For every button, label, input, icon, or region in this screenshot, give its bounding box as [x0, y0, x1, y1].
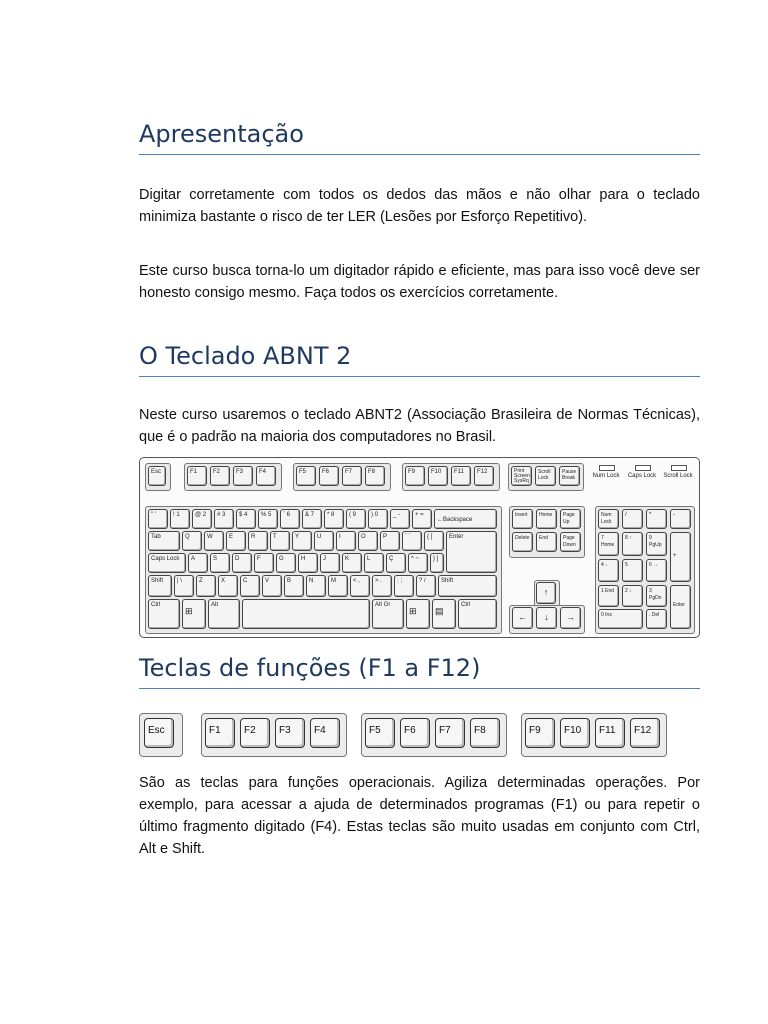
- arrow-down-icon: ↓: [536, 607, 557, 629]
- key-acute: ` ´: [402, 531, 422, 551]
- key-f3: F3: [233, 466, 253, 486]
- key-4: $ 4: [236, 509, 256, 529]
- key-d: D: [232, 553, 252, 573]
- arrow-right-icon: →: [560, 607, 581, 629]
- key-r: R: [248, 531, 268, 551]
- fkey-f10: F10: [560, 718, 590, 748]
- key-numpad-del: . Del: [646, 609, 667, 629]
- key-f2: F2: [210, 466, 230, 486]
- key-f9: F9: [405, 466, 425, 486]
- key-tab: Tab: [148, 531, 180, 551]
- key-f11: F11: [451, 466, 471, 486]
- key-f8: F8: [365, 466, 385, 486]
- fkey-f8: F8: [470, 718, 500, 748]
- key-backspace: ←Backspace: [434, 509, 497, 529]
- key-w: W: [204, 531, 224, 551]
- key-scroll-lock: Scroll Lock: [535, 466, 556, 486]
- num-lock-led: [599, 465, 615, 471]
- fkey-f3: F3: [275, 718, 305, 748]
- arrow-left-icon: ←: [512, 607, 533, 629]
- key-alt-gr: Alt Gr: [372, 599, 404, 629]
- paragraph-ler: [139, 184, 700, 228]
- key-i: I: [336, 531, 356, 551]
- fkey-f6: F6: [400, 718, 430, 748]
- paragraph-text: São as teclas para funções operacionais. Agiliza determinadas operações. Por exemplo, para acessar a ajuda de determinados programas (F1) ou para repetir o último fragmento digitado (F4). Estas teclas são muito usadas em conjunto com Ctrl, Alt e Shift.: [139, 775, 700, 857]
- key-v: V: [262, 575, 282, 597]
- key-y: Y: [292, 531, 312, 551]
- function-keys-illustration: [139, 713, 669, 757]
- key-numpad-minus: -: [670, 509, 691, 529]
- key-0: ) 0: [368, 509, 388, 529]
- key-numpad-plus: +: [670, 532, 691, 582]
- heading-teclas-funcoes: Teclas de funções (F1 a F12): [139, 654, 700, 689]
- key-h: H: [298, 553, 318, 573]
- key-u: U: [314, 531, 334, 551]
- scroll-lock-led-label: Scroll Lock: [663, 473, 693, 479]
- key-f5: F5: [296, 466, 316, 486]
- key-numpad-4: 4 ←: [598, 559, 619, 582]
- key-x: X: [218, 575, 238, 597]
- key-bracket-right: } ]: [430, 553, 444, 573]
- paragraph-text: Este curso busca torna-lo um digitador rápido e eficiente, mas para isso você deve ser honesto consigo mesmo. Faça todos os exercícios corretamente.: [139, 263, 700, 301]
- heading-apresentacao: Apresentação: [139, 120, 700, 155]
- key-shift-left: Shift: [148, 575, 172, 597]
- key-m: M: [328, 575, 348, 597]
- key-numpad-enter: Enter: [670, 585, 691, 629]
- key-f1: F1: [187, 466, 207, 486]
- key-esc: Esc: [148, 466, 166, 486]
- key-num-lock: Num Lock: [598, 509, 619, 529]
- key-e: E: [226, 531, 246, 551]
- key-page-up: Page Up: [560, 509, 581, 529]
- fkey-f7: F7: [435, 718, 465, 748]
- scroll-lock-led: [671, 465, 687, 471]
- key-delete: Delete: [512, 532, 533, 552]
- section-heading-teclado: [139, 342, 700, 377]
- key-backslash: | \: [174, 575, 194, 597]
- key-minus: _ -: [390, 509, 410, 529]
- key-p: P: [380, 531, 400, 551]
- key-numpad-2: 2 ↓: [622, 585, 643, 607]
- key-8: * 8: [324, 509, 344, 529]
- paragraph-text: Digitar corretamente com todos os dedos das mãos e não olhar para o teclado minimiza bastante o risco de ter LER (Lesões por Esforço Repetitivo).: [139, 187, 700, 225]
- key-end: End: [536, 532, 557, 552]
- section-heading-apresentacao: [139, 120, 700, 155]
- key-insert: Insert: [512, 509, 533, 529]
- fkey-f2: F2: [240, 718, 270, 748]
- fkey-f9: F9: [525, 718, 555, 748]
- key-s: S: [210, 553, 230, 573]
- key-numpad-9: 9 PgUp: [646, 532, 667, 556]
- fkey-f12: F12: [630, 718, 660, 748]
- fkey-f4: F4: [310, 718, 340, 748]
- key-alt: Alt: [208, 599, 240, 629]
- key-semicolon: : ;: [394, 575, 414, 597]
- key-slash: ? /: [416, 575, 436, 597]
- section-heading-funcoes: [139, 654, 700, 689]
- fkey-f11: F11: [595, 718, 625, 748]
- key-9: ( 9: [346, 509, 366, 529]
- fkey-f5: F5: [365, 718, 395, 748]
- paragraph-abnt2: [139, 404, 700, 448]
- key-equals: + =: [412, 509, 432, 529]
- key-z: Z: [196, 575, 216, 597]
- key-f7: F7: [342, 466, 362, 486]
- key-space: [242, 599, 370, 629]
- paragraph-funcoes: [139, 772, 700, 860]
- key-numpad-divide: /: [622, 509, 643, 529]
- fkey-esc: Esc: [144, 718, 174, 748]
- key-b: B: [284, 575, 304, 597]
- key-numpad-1: 1 End: [598, 585, 619, 607]
- key-g: G: [276, 553, 296, 573]
- key-quote: " ': [148, 509, 168, 529]
- key-numpad-3: 3 PgDn: [646, 585, 667, 607]
- key-bracket-left: { [: [424, 531, 444, 551]
- key-caps-lock: Caps Lock: [148, 553, 186, 573]
- key-home: Home: [536, 509, 557, 529]
- key-f6: F6: [319, 466, 339, 486]
- key-numpad-5: 5: [622, 559, 643, 582]
- key-f12: F12: [474, 466, 494, 486]
- key-3: # 3: [214, 509, 234, 529]
- windows-icon: ⊞: [406, 599, 430, 629]
- key-ctrl-right: Ctrl: [458, 599, 497, 629]
- key-f10: F10: [428, 466, 448, 486]
- key-ctrl-left: Ctrl: [148, 599, 180, 629]
- key-7: & 7: [302, 509, 322, 529]
- key-period: > .: [372, 575, 392, 597]
- key-o: O: [358, 531, 378, 551]
- paragraph-text: Neste curso usaremos o teclado ABNT2 (Associação Brasileira de Normas Técnicas), que é o padrão na maioria dos computadores no Brasil.: [139, 407, 700, 445]
- key-k: K: [342, 553, 362, 573]
- key-shift-right: Shift: [438, 575, 497, 597]
- caps-lock-led-label: Caps Lock: [627, 473, 657, 479]
- key-numpad-0: 0 Ins: [598, 609, 643, 629]
- key-l: L: [364, 553, 384, 573]
- key-6: ¨ 6: [280, 509, 300, 529]
- key-f4: F4: [256, 466, 276, 486]
- key-n: N: [306, 575, 326, 597]
- key-comma: < ,: [350, 575, 370, 597]
- key-numpad-7: 7 Home: [598, 532, 619, 556]
- key-numpad-6: 6 →: [646, 559, 667, 582]
- paragraph-curso: [139, 260, 700, 304]
- key-2: @ 2: [192, 509, 212, 529]
- key-tilde: ^ ~: [408, 553, 428, 573]
- key-numpad-8: 8 ↑: [622, 532, 643, 556]
- key-print-screen: Print Screen SysRq: [511, 466, 532, 486]
- arrow-up-icon: ↑: [536, 582, 556, 604]
- key-pause-break: Pause Break: [559, 466, 580, 486]
- key-t: T: [270, 531, 290, 551]
- caps-lock-led: [635, 465, 651, 471]
- key-c-cedilla: Ç: [386, 553, 406, 573]
- num-lock-led-label: Num Lock: [592, 473, 620, 479]
- fkey-f1: F1: [205, 718, 235, 748]
- key-1: ! 1: [170, 509, 190, 529]
- key-q: Q: [182, 531, 202, 551]
- key-c: C: [240, 575, 260, 597]
- key-enter: Enter: [446, 531, 497, 573]
- key-a: A: [188, 553, 208, 573]
- keyboard-illustration: [139, 457, 700, 638]
- windows-icon: ⊞: [182, 599, 206, 629]
- key-numpad-multiply: *: [646, 509, 667, 529]
- key-page-down: Page Down: [560, 532, 581, 552]
- key-f: F: [254, 553, 274, 573]
- menu-icon: ▤: [432, 599, 456, 629]
- key-j: J: [320, 553, 340, 573]
- heading-teclado-abnt2: O Teclado ABNT 2: [139, 342, 700, 377]
- key-5: % 5: [258, 509, 278, 529]
